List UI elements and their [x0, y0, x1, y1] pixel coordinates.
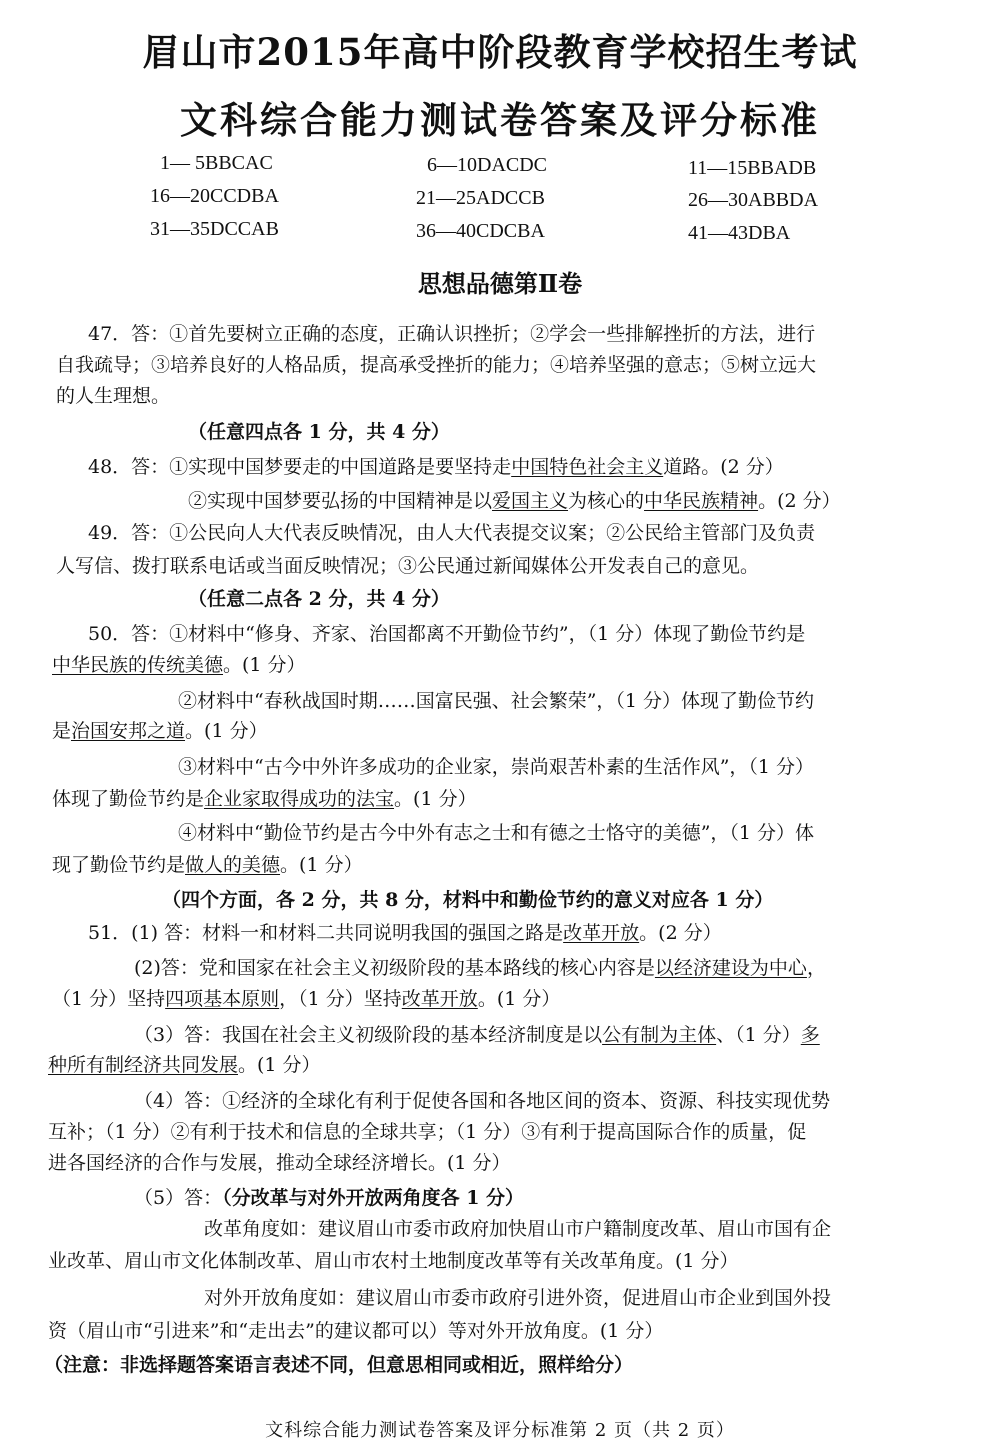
- q50-p2-line-1: ②材料中“春秋战国时期……国富民强、社会繁荣”，（1 分）体现了勤俭节约: [178, 690, 815, 712]
- q50-p2-line-2: [52, 716, 268, 747]
- text: ，（1 分）坚持: [279, 988, 402, 1010]
- q50-p3-line-2: [52, 784, 477, 815]
- q51-s2-line-1: [134, 953, 826, 984]
- q47-score: （任意四点各 1 分，共 4 分）: [188, 421, 450, 443]
- text: 。(1 分）: [185, 720, 268, 742]
- key-term: 改革开放: [563, 922, 640, 944]
- exam-title: 眉山市2015年高中阶段教育学校招生考试: [142, 30, 858, 74]
- text: （1 分）坚持: [52, 988, 166, 1010]
- q50-p1-line-1: 50．答：①材料中“修身、齐家、治国都离不开勤俭节约”，（1 分）体现了勤俭节约是: [88, 623, 806, 645]
- page-footer: 文科综合能力测试卷答案及评分标准第 2 页（共 2 页）: [265, 1420, 735, 1441]
- text: ，: [806, 957, 826, 979]
- text: 为核心的: [568, 490, 645, 512]
- q51-s4-line-1: （4）答：①经济的全球化有利于促使各国和各地区间的资本、资源、科技实现优势: [134, 1090, 831, 1112]
- q50-p1-line-2: [52, 650, 306, 681]
- q51-s3-line-1: [134, 1020, 820, 1051]
- text: 道路。(2 分）: [663, 456, 784, 478]
- key-term: 企业家取得成功的法宝: [204, 788, 395, 810]
- q48-line-1: [88, 452, 784, 483]
- q49-line-2: 人写信、拨打联系电话或当面反映情况；③公民通过新闻媒体公开发表自己的意见。: [56, 555, 760, 577]
- q51-s4-line-3: 进各国经济的合作与发展，推动全球经济增长。(1 分）: [48, 1152, 511, 1174]
- text: 48．答：①实现中国梦要走的中国道路是要坚持走: [88, 456, 512, 478]
- text: （5）答：: [134, 1187, 223, 1209]
- q51-s5-heading: [134, 1183, 524, 1214]
- text: 。(1 分）: [394, 788, 477, 810]
- q51-s4-line-2: 互补；（1 分）②有利于技术和信息的全球共享；（1 分）③有利于提高国际合作的质量，促: [48, 1121, 807, 1143]
- answer-key-item: 6—10DACDC: [427, 154, 548, 176]
- key-term: 爱国主义: [492, 490, 569, 512]
- q49-line-1: 49．答：①公民向人大代表反映情况，由人大代表提交议案；②公民给主管部门及负责: [88, 522, 816, 544]
- q51-s5-reform-line-2: 业改革、眉山市文化体制改革、眉山市农村土地制度改革等有关改革角度。(1 分）: [48, 1250, 739, 1272]
- q50-p4-line-1: ④材料中“勤俭节约是古今中外有志之士和有德之士恪守的美德”，（1 分）体: [178, 822, 815, 844]
- q47-line-2: 自我疏导；③培养良好的人格品质，提高承受挫折的能力；④培养坚强的意志；⑤树立远大: [56, 354, 817, 376]
- key-term: 中华民族的传统美德: [52, 654, 224, 676]
- q51-s1: [88, 918, 722, 949]
- q47-line-3: 的人生理想。: [56, 385, 171, 407]
- key-term: 做人的美德: [185, 854, 281, 876]
- text: (2)答：党和国家在社会主义初级阶段的基本路线的核心内容是: [134, 957, 655, 979]
- section-title: 思想品德第Ⅱ卷: [417, 269, 583, 298]
- answer-key-item: 11—15BBADB: [688, 157, 817, 179]
- key-term: 中国特色社会主义: [511, 456, 664, 478]
- key-term: 四项基本原则: [165, 988, 280, 1010]
- key-term: 多: [800, 1024, 820, 1046]
- q51-s2-line-2: [52, 984, 560, 1015]
- q51-s5-open-line-1: 对外开放角度如：建议眉山市委市政府引进外资，促进眉山市企业到国外投: [204, 1287, 832, 1309]
- key-term: 治国安邦之道: [71, 720, 186, 742]
- q48-line-2: [188, 486, 841, 517]
- key-term: 改革开放: [401, 988, 478, 1010]
- answer-key-item: 26—30ABBDA: [688, 189, 819, 211]
- text: 体现了勤俭节约是: [52, 788, 205, 810]
- key-term: 公有制为主体: [602, 1024, 717, 1046]
- q51-s5-open-line-2: 资（眉山市“引进来”和“走出去”的建议都可以）等对外开放角度。(1 分）: [48, 1320, 664, 1342]
- q50-p4-line-2: [52, 850, 363, 881]
- text: 、（1 分）: [716, 1024, 801, 1046]
- q47-line-1: 47．答：①首先要树立正确的态度，正确认识挫折；②学会一些排解挫折的方法，进行: [88, 323, 816, 345]
- q51-s3-line-2: [48, 1050, 321, 1081]
- text: 。(1 分）: [238, 1054, 321, 1076]
- key-term: 以经济建设为中心: [654, 957, 807, 979]
- text: 现了勤俭节约是: [52, 854, 186, 876]
- text: 。(2 分）: [758, 490, 841, 512]
- answer-key-item: 36—40CDCBA: [416, 220, 545, 242]
- answer-key-item: 41—43DBA: [688, 222, 791, 244]
- q49-score: （任意二点各 2 分，共 4 分）: [188, 588, 450, 610]
- text: 是: [52, 720, 72, 742]
- q50-p3-line-1: ③材料中“古今中外许多成功的企业家，崇尚艰苦朴素的生活作风”，（1 分）: [178, 756, 815, 778]
- grading-note: （注意：非选择题答案语言表述不同，但意思相同或相近，照样给分）: [44, 1354, 634, 1376]
- key-term: 中华民族精神: [644, 490, 759, 512]
- text: 51．(1) 答：材料一和材料二共同说明我国的强国之路是: [88, 922, 564, 944]
- answer-key-item: 31—35DCCAB: [150, 218, 279, 240]
- text: ②实现中国梦要弘扬的中国精神是以: [188, 490, 493, 512]
- q50-score: （四个方面，各 2 分，共 8 分，材料中和勤俭节约的意义对应各 1 分）: [162, 889, 774, 911]
- text: （3）答：我国在社会主义初级阶段的基本经济制度是以: [134, 1024, 603, 1046]
- answer-key-item: 16—20CCDBA: [150, 185, 279, 207]
- text: 。(1 分）: [477, 988, 561, 1010]
- answer-key-item: 1— 5BBCAC: [160, 152, 273, 174]
- answer-key-item: 21—25ADCCB: [416, 187, 545, 209]
- text: 。(2 分）: [639, 922, 722, 944]
- score-note: （分改革与对外开放两角度各 1 分）: [222, 1187, 525, 1209]
- text: 。(1 分）: [223, 654, 306, 676]
- text: 。(1 分）: [280, 854, 363, 876]
- key-term: 种所有制经济共同发展: [48, 1054, 239, 1076]
- q51-s5-reform-line-1: 改革角度如：建议眉山市委市政府加快眉山市户籍制度改革、眉山市国有企: [204, 1218, 832, 1240]
- exam-subtitle: 文科综合能力测试卷答案及评分标准: [180, 98, 820, 142]
